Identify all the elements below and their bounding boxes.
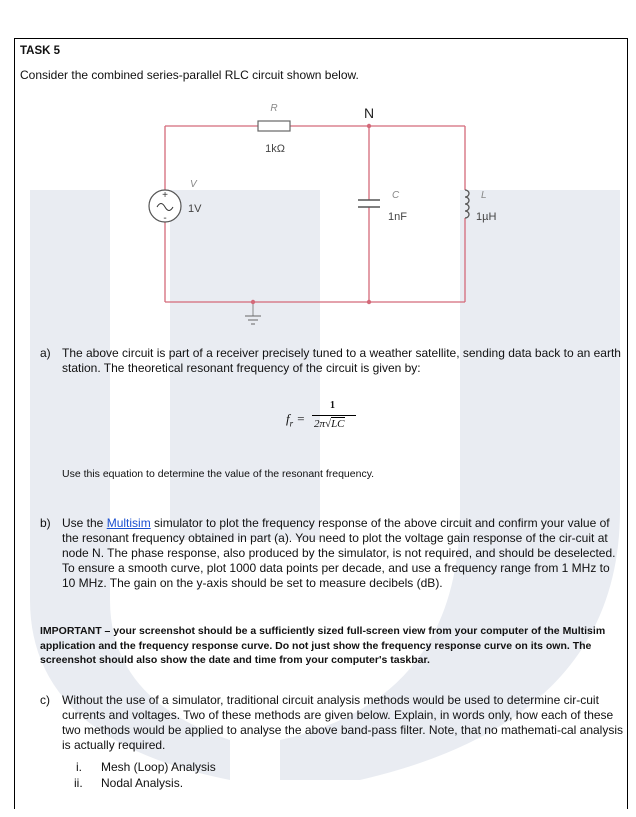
list-item-2-text: Nodal Analysis. (101, 776, 184, 790)
source-value: 1V (188, 203, 202, 215)
capacitor-value: 1nF (388, 211, 407, 223)
formula-den-rad: LC (331, 418, 345, 430)
part-a-label: a) (40, 346, 51, 360)
inductor-label: L (481, 190, 487, 201)
source-minus-sign: - (163, 213, 167, 224)
part-c-text: Without the use of a simulator, traditional circuit analysis methods would be used to determine cir-cuit currents and voltages. Two of these methods are given below. Explain, in words only, how each of these two methods would be applied to analyse the above band-pass filter. Note, that no mathemati-cal analysis is actually required. (62, 693, 623, 752)
formula-equals: = (296, 411, 306, 426)
part-a-instruction: Use this equation to determine the value of the resonant frequency. (62, 468, 375, 480)
formula-numerator: 1 (330, 400, 335, 411)
list-item-2-num: ii. (74, 776, 83, 790)
part-c-label: c) (40, 693, 50, 707)
important-note: IMPORTANT – your screenshot should be a sufficiently sized full-screen view from your computer of the Multisim application and the frequency response curve. Do not just show the frequency response curve on its own. The screenshot should also show the date and time from your computer's taskbar. (40, 625, 606, 666)
resistor-label: R (270, 103, 278, 114)
multisim-link[interactable]: Multisim (106, 516, 151, 530)
node-label: N (363, 105, 375, 121)
ground-icon (245, 316, 261, 324)
part-b-label: b) (40, 516, 51, 530)
inductor-value: 1µH (476, 211, 497, 223)
task-title: TASK 5 (20, 45, 61, 57)
source-plus-sign: + (162, 190, 168, 201)
part-b-text-post: simulator to plot the frequency response of the above circuit and confirm your value of the resonant frequency obtained in part (a). You need to plot the voltage gain response of the cir-cuit at node N. The phase response, also produced by the simulator, is not required, and should be deselected. To ensure a smooth curve, plot 1000 data points per decade, and use a frequency range from 1 MHz to 10 MHz. The gain on the y-axis should be set to measure decibels (dB). (62, 516, 616, 590)
list-item-1-num: i. (76, 760, 82, 774)
resistor-value: 1kΩ (265, 143, 285, 155)
list-item-1-text: Mesh (Loop) Analysis (101, 760, 216, 774)
node-junction-top (367, 124, 371, 128)
node-junction-bottom (367, 300, 371, 304)
formula-sub: r (289, 418, 294, 429)
inductor-symbol (465, 190, 469, 218)
intro-text: Consider the combined series-parallel RLC circuit shown below. (20, 68, 359, 82)
formula-lhs: f (286, 411, 290, 426)
resistor-symbol (258, 121, 290, 131)
part-b-text-pre: Use the (62, 516, 107, 530)
capacitor-label: C (392, 190, 400, 201)
formula-den-prefix: 2π (314, 418, 326, 430)
sqrt-icon: √ (325, 418, 332, 430)
ground-junction (251, 300, 255, 304)
circuit-diagram (140, 96, 497, 336)
source-label: V (190, 179, 197, 190)
part-a-text: The above circuit is part of a receiver precisely tuned to a weather satellite, sending data back to an earth station. The theoretical resonant frequency of the circuit is given by: (62, 346, 621, 375)
part-b-text (62, 516, 624, 591)
